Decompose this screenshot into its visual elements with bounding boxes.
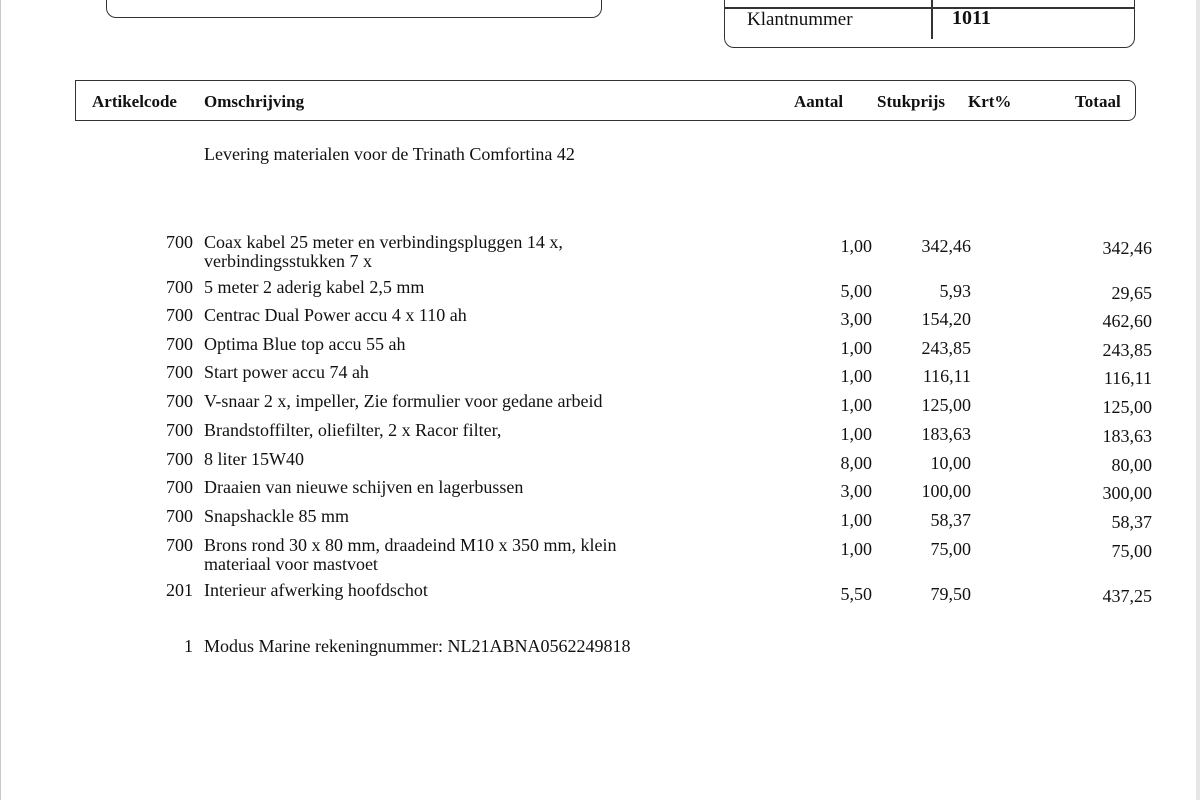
item-description: Brons rond 30 x 80 mm, draadeind M10 x 350 mm, klein [204,535,617,555]
item-code: 700 [166,277,193,297]
item-code: 700 [166,506,193,526]
item-unit-price: 342,46 [921,236,971,256]
item-code: 700 [166,535,193,555]
invoice-info-box [724,0,1135,48]
footer-code: 1 [184,636,193,656]
item-total: 116,11 [1103,368,1152,388]
item-description: Brandstoffilter, oliefilter, 2 x Racor filter, [204,420,502,440]
item-total: 125,00 [1102,397,1152,417]
header-article-code: Artikelcode [92,92,177,111]
item-unit-price: 183,63 [921,424,971,444]
item-total: 80,00 [1111,455,1152,475]
item-total: 29,65 [1111,283,1152,303]
item-description: Interieur afwerking hoofdschot [204,580,428,600]
item-total: 243,85 [1102,340,1152,360]
item-description: Centrac Dual Power accu 4 x 110 ah [204,305,467,325]
item-code: 700 [166,477,193,497]
item-code: 700 [166,232,193,252]
footer-description: Modus Marine rekeningnummer: NL21ABNA0562249818 [204,636,631,656]
header-total: Totaal [1075,92,1121,111]
item-description-continued: verbindingsstukken 7 x [204,251,372,271]
item-total: 462,60 [1102,311,1152,331]
item-quantity: 3,00 [840,481,872,501]
item-quantity: 5,00 [840,281,872,301]
item-code: 700 [166,334,193,354]
item-quantity: 1,00 [840,366,872,386]
item-code: 700 [166,391,193,411]
item-description: Draaien van nieuwe schijven en lagerbussen [204,477,524,497]
item-quantity: 1,00 [840,395,872,415]
item-description: 8 liter 15W40 [204,449,304,469]
item-quantity: 8,00 [840,453,872,473]
item-total: 300,00 [1102,483,1152,503]
item-code: 700 [166,449,193,469]
item-total: 437,25 [1102,586,1152,606]
item-description: V-snaar 2 x, impeller, Zie formulier voor gedane arbeid [204,391,603,411]
item-code: 700 [166,305,193,325]
item-unit-price: 116,11 [922,366,971,386]
item-description: Start power accu 74 ah [204,362,369,382]
item-code: 700 [166,362,193,382]
address-box [106,0,602,18]
header-quantity: Aantal [794,92,844,111]
item-unit-price: 100,00 [921,481,971,501]
page-left-edge [0,0,1,800]
item-quantity: 5,50 [840,584,872,604]
intro-line: Levering materialen voor de Trinath Comfortina 42 [204,144,575,164]
customer-number-value: 1011 [952,7,991,29]
item-unit-price: 10,00 [930,453,971,473]
item-total: 342,46 [1102,238,1152,258]
item-total: 75,00 [1111,541,1152,561]
item-unit-price: 58,37 [930,510,971,530]
header-discount: Krt% [968,92,1012,111]
item-description: Coax kabel 25 meter en verbindingspluggen 14 x, [204,232,563,252]
item-unit-price: 243,85 [921,338,971,358]
item-quantity: 1,00 [840,424,872,444]
item-quantity: 1,00 [840,539,872,559]
item-unit-price: 75,00 [930,539,971,559]
item-unit-price: 5,93 [939,281,971,301]
item-code: 201 [166,580,193,600]
info-box-column-divider [931,0,933,39]
item-quantity: 1,00 [840,236,872,256]
customer-number-label: Klantnummer [747,9,853,30]
item-unit-price: 79,50 [930,584,971,604]
item-unit-price: 154,20 [921,309,971,329]
item-description: 5 meter 2 aderig kabel 2,5 mm [204,277,425,297]
item-quantity: 1,00 [840,510,872,530]
item-total: 183,63 [1102,426,1152,446]
item-total: 58,37 [1111,512,1152,532]
item-code: 700 [166,420,193,440]
item-description: Snapshackle 85 mm [204,506,349,526]
item-description-continued: materiaal voor mastvoet [204,554,378,574]
item-quantity: 1,00 [840,338,872,358]
item-unit-price: 125,00 [921,395,971,415]
header-unit-price: Stukprijs [877,92,946,111]
scrollbar-track[interactable] [1196,0,1200,800]
item-description: Optima Blue top accu 55 ah [204,334,406,354]
item-quantity: 3,00 [840,309,872,329]
header-description: Omschrijving [204,92,305,111]
